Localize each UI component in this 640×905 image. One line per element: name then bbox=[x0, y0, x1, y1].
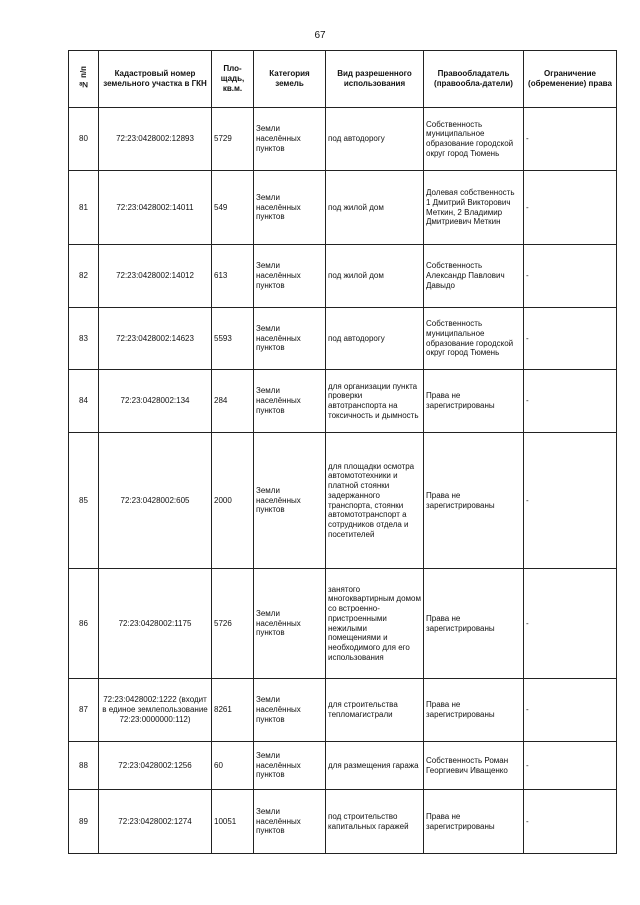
land-registry-table bbox=[68, 50, 617, 854]
cell-area: 284 bbox=[212, 370, 254, 433]
table-row bbox=[69, 790, 617, 854]
cell-use: для размещения гаража bbox=[326, 742, 424, 790]
cell-category: Земли населённых пунктов bbox=[254, 433, 326, 569]
cell-restriction: - bbox=[524, 245, 617, 308]
header-area: Пло-щадь, кв.м. bbox=[212, 51, 254, 108]
cell-area: 2000 bbox=[212, 433, 254, 569]
table-row bbox=[69, 308, 617, 370]
cell-restriction: - bbox=[524, 308, 617, 370]
table-row bbox=[69, 370, 617, 433]
cell-owner: Права не зарегистрированы bbox=[424, 569, 524, 679]
cell-use: под жилой дом bbox=[326, 245, 424, 308]
cell-cadastral: 72:23:0428002:134 bbox=[99, 370, 212, 433]
cell-num: 82 bbox=[69, 245, 99, 308]
header-owner: Правообладатель (правообла-датели) bbox=[424, 51, 524, 108]
page-number: 67 bbox=[314, 30, 326, 41]
cell-area: 5593 bbox=[212, 308, 254, 370]
header-category: Категория земель bbox=[254, 51, 326, 108]
cell-restriction: - bbox=[524, 679, 617, 742]
cell-owner: Права не зарегистрированы bbox=[424, 790, 524, 854]
header-num bbox=[69, 51, 99, 108]
cell-num: 84 bbox=[69, 370, 99, 433]
cell-area: 10051 bbox=[212, 790, 254, 854]
cell-category: Земли населённых пунктов bbox=[254, 245, 326, 308]
header-num-label: № п/п bbox=[78, 66, 88, 90]
cell-owner: Права не зарегистрированы bbox=[424, 679, 524, 742]
cell-restriction: - bbox=[524, 171, 617, 245]
header-restriction: Ограничение (обременение) права bbox=[524, 51, 617, 108]
cell-num: 86 bbox=[69, 569, 99, 679]
cell-area: 613 bbox=[212, 245, 254, 308]
cell-area: 60 bbox=[212, 742, 254, 790]
cell-owner: Собственность муниципальное образование городской округ город Тюмень bbox=[424, 308, 524, 370]
cell-cadastral: 72:23:0428002:1256 bbox=[99, 742, 212, 790]
cell-cadastral: 72:23:0428002:14623 bbox=[99, 308, 212, 370]
table-row bbox=[69, 679, 617, 742]
cell-cadastral: 72:23:0428002:1222 (входит в единое землепользование 72:23:0000000:112) bbox=[99, 679, 212, 742]
cell-owner: Права не зарегистрированы bbox=[424, 433, 524, 569]
table-row bbox=[69, 433, 617, 569]
cell-num: 85 bbox=[69, 433, 99, 569]
cell-owner: Собственность Александр Павлович Давыдо bbox=[424, 245, 524, 308]
cell-num: 88 bbox=[69, 742, 99, 790]
cell-cadastral: 72:23:0428002:14011 bbox=[99, 171, 212, 245]
cell-use: под автодорогу bbox=[326, 308, 424, 370]
cell-category: Земли населённых пунктов bbox=[254, 679, 326, 742]
cell-area: 8261 bbox=[212, 679, 254, 742]
cell-use: под жилой дом bbox=[326, 171, 424, 245]
cell-restriction: - bbox=[524, 108, 617, 171]
table-row bbox=[69, 245, 617, 308]
cell-cadastral: 72:23:0428002:14012 bbox=[99, 245, 212, 308]
cell-restriction: - bbox=[524, 433, 617, 569]
cell-area: 5729 bbox=[212, 108, 254, 171]
cell-use: для площадки осмотра автомототехники и платной стоянки задержанного транспорта, стоянки автомототранспорт а сотрудников отдела и посетителей bbox=[326, 433, 424, 569]
cell-use: под автодорогу bbox=[326, 108, 424, 171]
cell-use: под строительство капитальных гаражей bbox=[326, 790, 424, 854]
cell-restriction: - bbox=[524, 742, 617, 790]
cell-category: Земли населённых пунктов bbox=[254, 370, 326, 433]
header-row bbox=[69, 51, 617, 108]
header-use: Вид разрешенного использования bbox=[326, 51, 424, 108]
table-row bbox=[69, 569, 617, 679]
cell-num: 87 bbox=[69, 679, 99, 742]
cell-num: 80 bbox=[69, 108, 99, 171]
table-row bbox=[69, 171, 617, 245]
cell-num: 81 bbox=[69, 171, 99, 245]
cell-use: для организации пункта проверки автотранспорта на токсичность и дымность bbox=[326, 370, 424, 433]
cell-category: Земли населённых пунктов bbox=[254, 790, 326, 854]
cell-num: 89 bbox=[69, 790, 99, 854]
cell-owner: Права не зарегистрированы bbox=[424, 370, 524, 433]
cell-owner: Долевая собственность 1 Дмитрий Викторович Меткин, 2 Владимир Дмитриевич Меткин bbox=[424, 171, 524, 245]
table-row bbox=[69, 742, 617, 790]
cell-num: 83 bbox=[69, 308, 99, 370]
cell-category: Земли населённых пунктов bbox=[254, 108, 326, 171]
cell-area: 549 bbox=[212, 171, 254, 245]
cell-category: Земли населённых пунктов bbox=[254, 569, 326, 679]
cell-restriction: - bbox=[524, 790, 617, 854]
cell-cadastral: 72:23:0428002:1175 bbox=[99, 569, 212, 679]
cell-use: занятого многоквартирным домом со встроенно-пристроенными нежилыми помещениями и необходимого для его использования bbox=[326, 569, 424, 679]
cell-category: Земли населённых пунктов bbox=[254, 308, 326, 370]
table-row bbox=[69, 108, 617, 171]
cell-area: 5726 bbox=[212, 569, 254, 679]
cell-category: Земли населённых пунктов bbox=[254, 171, 326, 245]
cell-restriction: - bbox=[524, 569, 617, 679]
cell-cadastral: 72:23:0428002:12893 bbox=[99, 108, 212, 171]
cell-category: Земли населённых пунктов bbox=[254, 742, 326, 790]
header-cadastral: Кадастровый номер земельного участка в ГКН bbox=[99, 51, 212, 108]
cell-restriction: - bbox=[524, 370, 617, 433]
cell-owner: Собственность муниципальное образование городской округ город Тюмень bbox=[424, 108, 524, 171]
cell-owner: Собственность Роман Георгиевич Иващенко bbox=[424, 742, 524, 790]
cell-cadastral: 72:23:0428002:1274 bbox=[99, 790, 212, 854]
cell-cadastral: 72:23:0428002:605 bbox=[99, 433, 212, 569]
cell-use: для строительства тепломагистрали bbox=[326, 679, 424, 742]
